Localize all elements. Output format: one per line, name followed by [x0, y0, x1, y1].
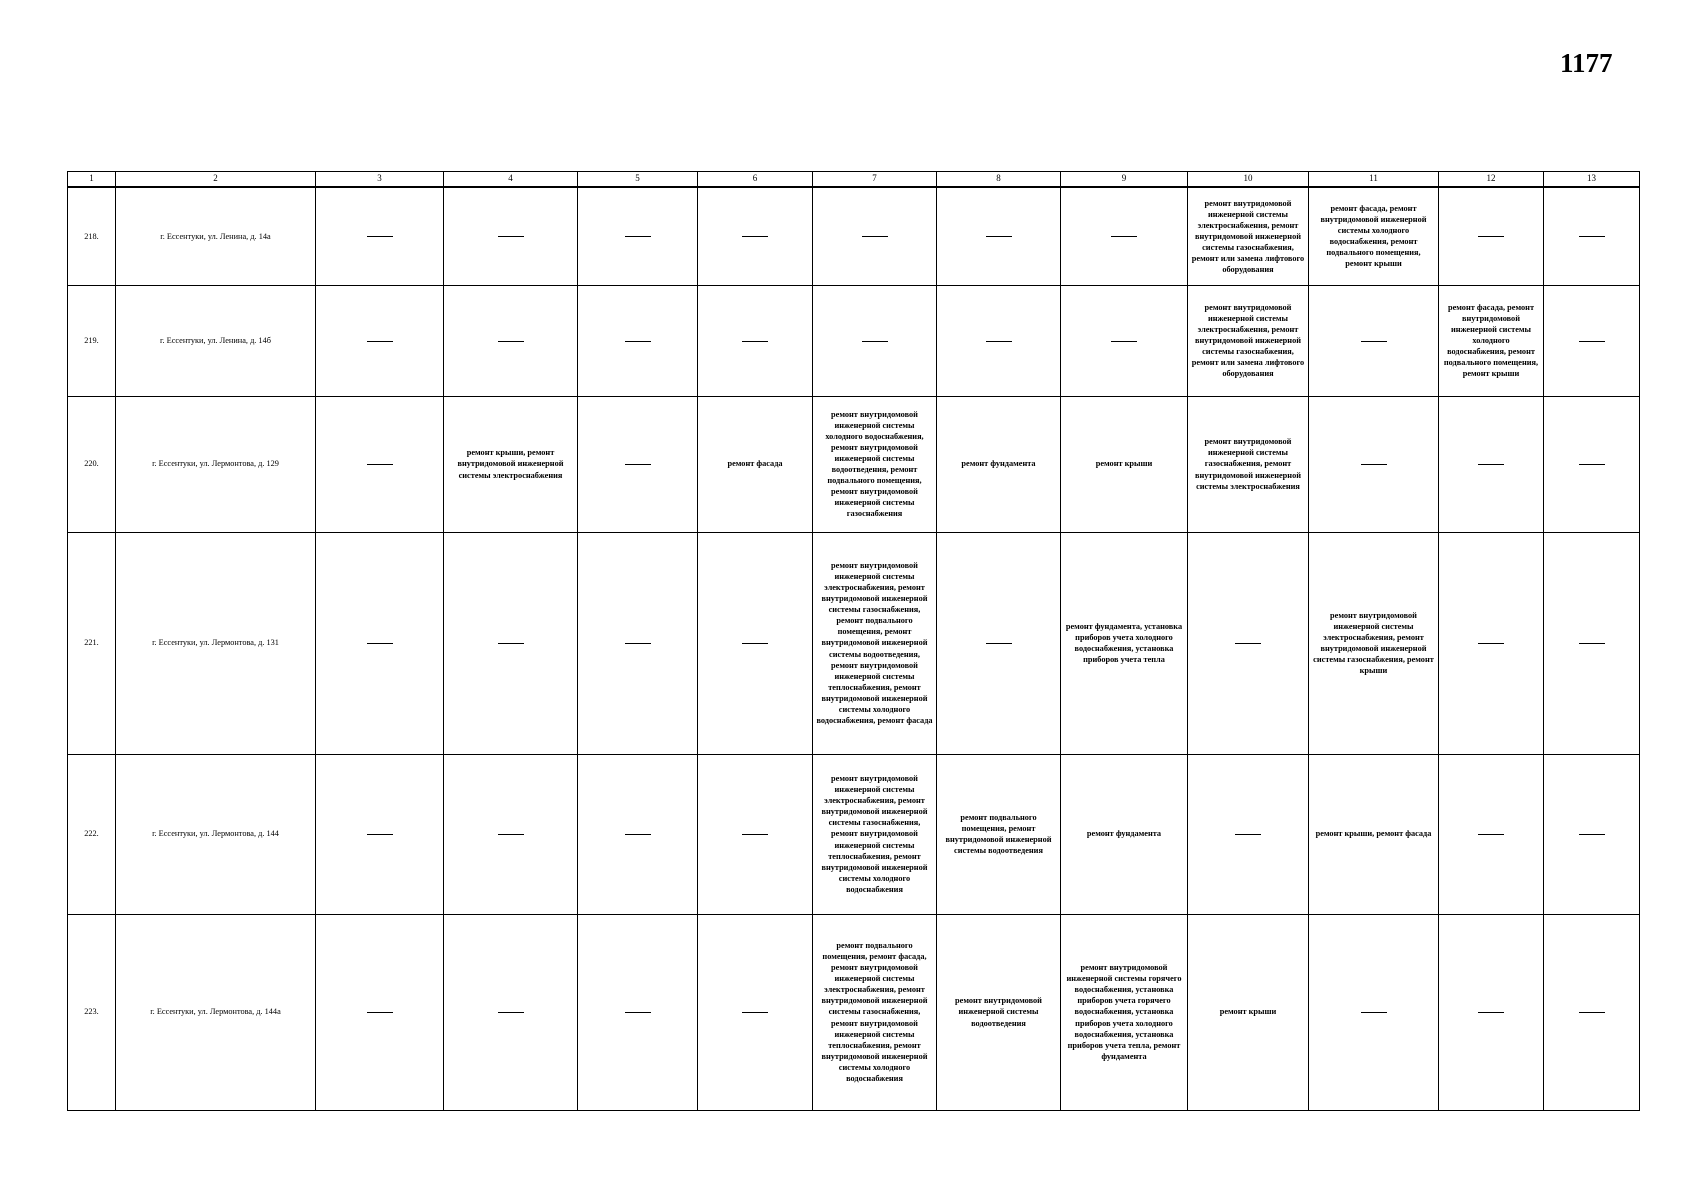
empty-cell-c5	[578, 914, 698, 1110]
empty-cell-c6	[698, 754, 813, 914]
dash-mark	[625, 1012, 651, 1013]
work-cell-c8: ремонт подвального помещения, ремонт внутридомовой инженерной системы водоотведения	[937, 754, 1061, 914]
dash-mark	[862, 341, 888, 342]
col-header: 12	[1439, 172, 1544, 188]
address-cell: г. Ессентуки, ул. Ленина, д. 14а	[116, 187, 316, 285]
empty-cell-c6	[698, 285, 813, 396]
dash-mark	[986, 643, 1012, 644]
dash-mark	[742, 236, 768, 237]
empty-cell-c4	[444, 285, 578, 396]
work-cell-c12: ремонт фасада, ремонт внутридомовой инженерной системы холодного водоснабжения, ремонт подвального помещения, ремонт крыши	[1439, 285, 1544, 396]
col-header: 3	[316, 172, 444, 188]
repair-schedule-table	[67, 171, 1640, 1111]
dash-mark	[1111, 341, 1137, 342]
row-number: 221.	[68, 532, 116, 754]
row-number: 223.	[68, 914, 116, 1110]
row-number: 219.	[68, 285, 116, 396]
work-cell-c11: ремонт внутридомовой инженерной системы электроснабжения, ремонт внутридомовой инженерной системы газоснабжения, ремонт крыши	[1309, 532, 1439, 754]
dash-mark	[367, 341, 393, 342]
dash-mark	[625, 341, 651, 342]
empty-cell-c10	[1188, 754, 1309, 914]
work-cell-c8: ремонт внутридомовой инженерной системы водоотведения	[937, 914, 1061, 1110]
dash-mark	[986, 341, 1012, 342]
work-cell-c8: ремонт фундамента	[937, 396, 1061, 532]
work-cell-c7: ремонт внутридомовой инженерной системы электроснабжения, ремонт внутридомовой инженерной системы газоснабжения, ремонт подвального помещения, ремонт внутридомовой инженерной системы водоотведения, ремонт внутридомовой инженерной системы теплоснабжения, ремонт внутридомовой инженерной системы холодного водоснабжения, ремонт фасада	[813, 532, 937, 754]
dash-mark	[498, 341, 524, 342]
empty-cell-c5	[578, 285, 698, 396]
work-cell-c7: ремонт подвального помещения, ремонт фасада, ремонт внутридомовой инженерной системы электроснабжения, ремонт внутридомовой инженерной системы газоснабжения, ремонт внутридомовой инженерной системы теплоснабжения, ремонт внутридомовой инженерной системы холодного водоснабжения	[813, 914, 937, 1110]
empty-cell-c6	[698, 914, 813, 1110]
col-header: 9	[1061, 172, 1188, 188]
dash-mark	[625, 236, 651, 237]
empty-cell-c11	[1309, 285, 1439, 396]
col-header: 6	[698, 172, 813, 188]
work-cell-c10: ремонт внутридомовой инженерной системы электроснабжения, ремонт внутридомовой инженерной системы газоснабжения, ремонт или замена лифтового оборудования	[1188, 187, 1309, 285]
empty-cell-c12	[1439, 914, 1544, 1110]
dash-mark	[742, 834, 768, 835]
empty-cell-c3	[316, 914, 444, 1110]
empty-cell-c3	[316, 532, 444, 754]
col-header: 5	[578, 172, 698, 188]
column-number-row	[68, 172, 1640, 188]
empty-cell-c12	[1439, 532, 1544, 754]
empty-cell-c5	[578, 396, 698, 532]
address-cell: г. Ессентуки, ул. Лермонтова, д. 129	[116, 396, 316, 532]
empty-cell-c13	[1544, 285, 1640, 396]
work-cell-c7: ремонт внутридомовой инженерной системы электроснабжения, ремонт внутридомовой инженерной системы газоснабжения, ремонт внутридомовой инженерной системы теплоснабжения, ремонт внутридомовой инженерной системы холодного водоснабжения	[813, 754, 937, 914]
dash-mark	[742, 341, 768, 342]
dash-mark	[498, 236, 524, 237]
empty-cell-c6	[698, 532, 813, 754]
work-cell-c6: ремонт фасада	[698, 396, 813, 532]
dash-mark	[625, 464, 651, 465]
empty-cell-c5	[578, 187, 698, 285]
dash-mark	[742, 1012, 768, 1013]
work-cell-c9: ремонт фундамента, установка приборов учета холодного водоснабжения, установка приборов учета тепла	[1061, 532, 1188, 754]
work-cell-c4: ремонт крыши, ремонт внутридомовой инженерной системы электроснабжения	[444, 396, 578, 532]
address-cell: г. Ессентуки, ул. Лермонтова, д. 144а	[116, 914, 316, 1110]
dash-mark	[1478, 643, 1504, 644]
work-cell-c9: ремонт крыши	[1061, 396, 1188, 532]
dash-mark	[498, 643, 524, 644]
empty-cell-c7	[813, 187, 937, 285]
work-cell-c11: ремонт крыши, ремонт фасада	[1309, 754, 1439, 914]
dash-mark	[367, 834, 393, 835]
dash-mark	[1478, 236, 1504, 237]
dash-mark	[1111, 236, 1137, 237]
col-header: 7	[813, 172, 937, 188]
address-cell: г. Ессентуки, ул. Лермонтова, д. 144	[116, 754, 316, 914]
empty-cell-c8	[937, 285, 1061, 396]
dash-mark	[625, 834, 651, 835]
empty-cell-c5	[578, 532, 698, 754]
address-cell: г. Ессентуки, ул. Ленина, д. 14б	[116, 285, 316, 396]
empty-cell-c11	[1309, 396, 1439, 532]
empty-cell-c11	[1309, 914, 1439, 1110]
dash-mark	[498, 1012, 524, 1013]
dash-mark	[367, 643, 393, 644]
empty-cell-c4	[444, 187, 578, 285]
dash-mark	[1579, 834, 1605, 835]
dash-mark	[367, 464, 393, 465]
table-row	[68, 754, 1640, 914]
col-header: 4	[444, 172, 578, 188]
row-number: 220.	[68, 396, 116, 532]
empty-cell-c12	[1439, 187, 1544, 285]
col-header: 8	[937, 172, 1061, 188]
empty-cell-c5	[578, 754, 698, 914]
empty-cell-c3	[316, 285, 444, 396]
dash-mark	[1235, 834, 1261, 835]
empty-cell-c4	[444, 754, 578, 914]
empty-cell-c8	[937, 532, 1061, 754]
dash-mark	[367, 236, 393, 237]
dash-mark	[498, 834, 524, 835]
page-number: 1177	[1560, 48, 1613, 78]
empty-cell-c3	[316, 396, 444, 532]
work-cell-c9: ремонт внутридомовой инженерной системы горячего водоснабжения, установка приборов учета горячего водоснабжения, установка приборов учета холодного водоснабжения, установка приборов учета тепла, ремонт фундамента	[1061, 914, 1188, 1110]
dash-mark	[1579, 464, 1605, 465]
dash-mark	[625, 643, 651, 644]
empty-cell-c13	[1544, 396, 1640, 532]
dash-mark	[1478, 834, 1504, 835]
dash-mark	[1579, 1012, 1605, 1013]
empty-cell-c13	[1544, 754, 1640, 914]
work-cell-c11: ремонт фасада, ремонт внутридомовой инженерной системы холодного водоснабжения, ремонт подвального помещения, ремонт крыши	[1309, 187, 1439, 285]
work-cell-c7: ремонт внутридомовой инженерной системы холодного водоснабжения, ремонт внутридомовой инженерной системы водоотведения, ремонт подвального помещения, ремонт внутридомовой инженерной системы газоснабжения	[813, 396, 937, 532]
dash-mark	[1361, 1012, 1387, 1013]
dash-mark	[1478, 1012, 1504, 1013]
table-row	[68, 285, 1640, 396]
empty-cell-c8	[937, 187, 1061, 285]
empty-cell-c12	[1439, 396, 1544, 532]
dash-mark	[986, 236, 1012, 237]
empty-cell-c3	[316, 187, 444, 285]
empty-cell-c10	[1188, 532, 1309, 754]
address-cell: г. Ессентуки, ул. Лермонтова, д. 131	[116, 532, 316, 754]
dash-mark	[367, 1012, 393, 1013]
empty-cell-c4	[444, 914, 578, 1110]
col-header: 11	[1309, 172, 1439, 188]
col-header: 2	[116, 172, 316, 188]
table-row	[68, 187, 1640, 285]
col-header: 10	[1188, 172, 1309, 188]
dash-mark	[742, 643, 768, 644]
dash-mark	[1361, 341, 1387, 342]
work-cell-c10: ремонт крыши	[1188, 914, 1309, 1110]
table-row	[68, 396, 1640, 532]
empty-cell-c9	[1061, 187, 1188, 285]
empty-cell-c13	[1544, 187, 1640, 285]
dash-mark	[1478, 464, 1504, 465]
row-number: 218.	[68, 187, 116, 285]
empty-cell-c3	[316, 754, 444, 914]
empty-cell-c12	[1439, 754, 1544, 914]
dash-mark	[1579, 341, 1605, 342]
empty-cell-c9	[1061, 285, 1188, 396]
dash-mark	[862, 236, 888, 237]
dash-mark	[1579, 236, 1605, 237]
empty-cell-c4	[444, 532, 578, 754]
col-header: 13	[1544, 172, 1640, 188]
work-cell-c10: ремонт внутридомовой инженерной системы электроснабжения, ремонт внутридомовой инженерной системы газоснабжения, ремонт или замена лифтового оборудования	[1188, 285, 1309, 396]
dash-mark	[1361, 464, 1387, 465]
table-row	[68, 532, 1640, 754]
work-cell-c9: ремонт фундамента	[1061, 754, 1188, 914]
col-header: 1	[68, 172, 116, 188]
table-body	[68, 187, 1640, 1110]
dash-mark	[1579, 643, 1605, 644]
table-row	[68, 914, 1640, 1110]
empty-cell-c13	[1544, 532, 1640, 754]
empty-cell-c6	[698, 187, 813, 285]
dash-mark	[1235, 643, 1261, 644]
row-number: 222.	[68, 754, 116, 914]
empty-cell-c13	[1544, 914, 1640, 1110]
empty-cell-c7	[813, 285, 937, 396]
work-cell-c10: ремонт внутридомовой инженерной системы газоснабжения, ремонт внутридомовой инженерной системы электроснабжения	[1188, 396, 1309, 532]
